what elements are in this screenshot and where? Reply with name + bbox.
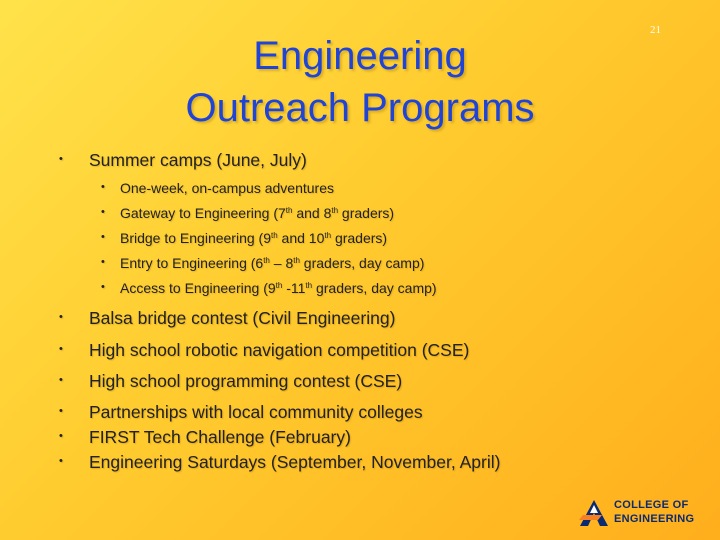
bullet-dot: • (101, 281, 105, 293)
bullet-text: Summer camps (June, July) (89, 150, 307, 170)
slide-title (130, 30, 590, 134)
bullet-text: Partnerships with local community colleges (89, 402, 423, 422)
bullet-text: Access to Engineering (9th -11th graders, day camp) (120, 280, 437, 296)
bullet-dot: • (59, 343, 63, 355)
sub-bullet-one-week (101, 180, 334, 196)
title-line-2: Outreach Programs (185, 86, 535, 130)
logo-text (614, 498, 694, 526)
college-of-engineering-logo (578, 497, 703, 529)
bullet-text: Balsa bridge contest (Civil Engineering) (89, 308, 396, 328)
bullet-balsa-bridge (59, 308, 396, 329)
bullet-text: FIRST Tech Challenge (February) (89, 427, 351, 447)
bullet-dot: • (59, 455, 63, 467)
bullet-dot: • (101, 231, 105, 243)
bullet-text: Gateway to Engineering (7th and 8th graders) (120, 205, 395, 221)
bullet-text: Entry to Engineering (6th – 8th graders, day camp) (120, 255, 425, 271)
bullet-dot: • (101, 181, 105, 193)
college-a-logo-icon (578, 499, 610, 527)
bullet-dot: • (101, 206, 105, 218)
logo-line-2: ENGINEERING (614, 513, 695, 525)
sub-bullet-entry (101, 255, 425, 271)
bullet-text: Engineering Saturdays (September, November, April) (89, 452, 501, 472)
bullet-text: High school robotic navigation competition (CSE) (89, 340, 470, 360)
bullet-dot: • (59, 405, 63, 417)
bullet-first-tech (59, 427, 351, 448)
sub-bullet-gateway (101, 205, 395, 221)
bullet-dot: • (59, 374, 63, 386)
logo-line-1: COLLEGE OF (614, 499, 689, 511)
bullet-dot: • (101, 256, 105, 268)
bullet-text: One-week, on-campus adventures (120, 180, 334, 196)
title-line-1: Engineering (253, 34, 467, 78)
sub-bullet-access (101, 280, 437, 296)
bullet-text: High school programming contest (CSE) (89, 371, 403, 391)
sub-bullet-bridge (101, 230, 388, 246)
bullet-programming-contest (59, 371, 403, 392)
bullet-partnerships (59, 402, 423, 423)
slide-number: 21 (650, 24, 661, 36)
bullet-dot: • (59, 153, 63, 165)
bullet-text: Bridge to Engineering (9th and 10th graders) (120, 230, 388, 246)
bullet-dot: • (59, 430, 63, 442)
bullet-robotic-competition (59, 340, 470, 361)
bullet-engineering-saturdays (59, 452, 501, 473)
bullet-dot: • (59, 311, 63, 323)
bullet-summer-camps (59, 150, 307, 171)
